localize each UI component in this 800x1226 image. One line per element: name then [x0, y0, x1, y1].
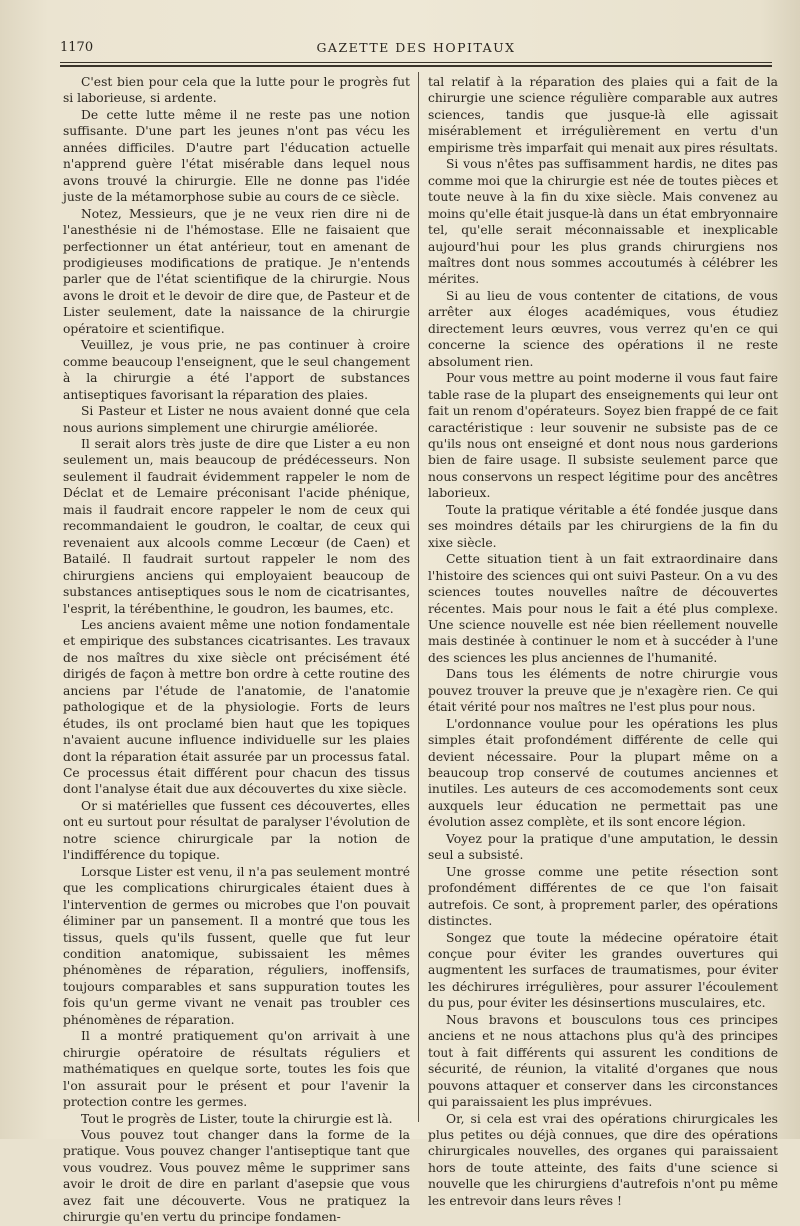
paragraph: Or, si cela est vrai des opérations chirurgicales les plus petites ou déjà connues, que dire des opérations chirurgicales nouvelles, des organes qui paraissaient hors de toute atteinte, des faits d'une science si nouvelle que les chirurgiens d'autrefois n'ont pu même les entrevoir dans leurs rêves !: [428, 1111, 778, 1208]
paragraph: Il a montré pratiquement qu'on arrivait à une chirurgie opératoire de résultats réguliers et mathématiques en quelque sorte, toutes les fois que l'on assurait pour le présent et pour l'avenir la protection contre les germes.: [63, 1029, 410, 1110]
column-divider: [418, 72, 419, 1122]
paragraph: Songez que toute la médecine opératoire était conçue pour éviter les grandes ouvertures qui augmentent les surfaces de traumatismes, pour éviter les déchirures irrégulières, pour assurer l'écoulement du pus, pour éviter les désinsertions musculaires, etc.: [428, 930, 778, 1011]
paragraph: Or si matérielles que fussent ces découvertes, elles ont eu surtout pour résultat de paralyser l'évolution de notre science chirurgicale par la notion de l'indifférence du topique.: [63, 798, 410, 863]
journal-title: GAZETTE DES HOPITAUX: [316, 40, 516, 55]
paragraph: Une grosse comme une petite résection sont profondément différentes de ce que l'on faisait autrefois. Ce sont, à proprement parler, des opérations distinctes.: [428, 864, 778, 929]
paragraph: Notez, Messieurs, que je ne veux rien dire ni de l'anesthésie ni de l'hémostase. Elle ne faisaient que perfectionner un état antérieur, tout en amenant de prodigieuses modifications de pratique. Je n'entends parler que de l'état scientifique de la chirurgie. Nous avons le droit et le devoir de dire que, de Pasteur et de Lister seulement, date la naissance de la chirurgie opératoire et scientifique.: [63, 206, 410, 336]
paragraph: Les anciens avaient même une notion fondamentale et empirique des substances cicatrisantes. Les travaux de nos maîtres du xixe siècle ont précisément été dirigés de façon à mettre bon ordre à cette routine des anciens par l'étude de l'anatomie, de l'anatomie pathologique et de la physiologie. Forts de leurs études, ils ont proclamé bien haut que les topiques n'avaient aucune influence individuelle sur les plaies dont la réparation était assurée par un processus fatal. Ce processus était différent pour chacun des tissus dont l'analyse était due aux découvertes du xixe siècle.: [63, 617, 410, 797]
paragraph: Si vous n'êtes pas suffisamment hardis, ne dites pas comme moi que la chirurgie est née de toutes pièces et toute neuve à la fin du xixe siècle. Mais convenez au moins qu'elle était jusque-là dans un état embryonnaire tel, qu'elle serait méconnaissable et inexplicable aujourd'hui pour les plus grands chirurgiens nos maîtres dont nous sommes accoutumés à célébrer les mérites.: [428, 157, 778, 287]
paragraph: Nous bravons et bousculons tous ces principes anciens et ne nous attachons plus qu'à des principes tout à fait différents qui assurent les conditions de sécurité, de réunion, la vitalité d'organes que nous pouvons attaquer et conserver dans les circonstances qui paraissaient les plus imprévues.: [428, 1012, 778, 1110]
right-column: [428, 74, 778, 1209]
paragraph: Tout le progrès de Lister, toute la chirurgie est là.: [81, 1111, 393, 1126]
left-column: [63, 74, 410, 1226]
header-rule-thin: [60, 62, 772, 63]
paragraph: Cette situation tient à un fait extraordinaire dans l'histoire des sciences qui ont suivi Pasteur. On a vu des sciences toutes nouvelles naître de découvertes récentes. Mais pour nous le fait a été plus complexe. Une science nouvelle est née bien réellement nouvelle mais destinée à continuer le nom et à succéder à l'une des sciences les plus anciennes de l'humanité.: [428, 552, 778, 665]
paragraph: De cette lutte même il ne reste pas une notion suffisante. D'une part les jeunes n'ont pas vécu les années difficiles. D'autre part l'éducation actuelle n'apprend guère l'état misérable dans lequel nous avons trouvé la chirurgie. Elle ne donne pas l'idée juste de la métamorphose subie au cours de ce siècle.: [63, 107, 410, 205]
paragraph: Vous pouvez tout changer dans la forme de la pratique. Vous pouvez changer l'antiseptique tant que vous voudrez. Vous pouvez même le supprimer sans avoir le droit de dire en parlant d'asepsie que vous avez fait une découverte. Vous ne pratiquez la chirurgie qu'en vertu du principe fondamen-: [63, 1128, 410, 1225]
paragraph: Veuillez, je vous prie, ne pas continuer à croire comme beaucoup l'enseignent, que le seul changement à la chirurgie a été l'apport de substances antiseptiques favorisant la réparation des plaies.: [63, 338, 410, 402]
paragraph: Si au lieu de vous contenter de citations, de vous arrêter aux éloges académiques, vous étudiez directement leurs œuvres, vous verrez qu'en ce qui concerne la science des opérations il ne reste absolument rien.: [428, 288, 778, 369]
paragraph: L'ordonnance voulue pour les opérations les plus simples était profondément différente de celle qui devient nécessaire. Pour la plupart même on a beaucoup trop conservé de coutumes anciennes et inutiles. Les auteurs de ces accomodements sont ceux auxquels leur éducation ne permettait pas une évolution assez complète, et ils sont encore légion.: [428, 716, 778, 830]
page-number: 1170: [60, 40, 94, 55]
paragraph: Toute la pratique véritable a été fondée jusque dans ses moindres détails par les chirurgiens de la fin du xixe siècle.: [428, 502, 778, 550]
page-header: [60, 40, 772, 64]
paragraph: Si Pasteur et Lister ne nous avaient donné que cela nous aurions simplement une chirurgie améliorée.: [63, 404, 410, 435]
paragraph: Pour vous mettre au point moderne il vous faut faire table rase de la plupart des enseignements qui leur ont fait un renom d'opérateurs. Soyez bien frappé de ce fait caractéristique : leur souvenir ne subsiste pas de ce qu'ils nous ont enseigné et dont nous nous garderions bien de faire usage. Il subsiste seulement parce que nous conservons un respect légitime pour des ancêtres laborieux.: [428, 371, 778, 501]
paragraph: Lorsque Lister est venu, il n'a pas seulement montré que les complications chirurgicales étaient dues à l'intervention de germes ou microbes que l'on pouvait éliminer par un pansement. Il a montré que tous les tissus, quels qu'ils fussent, quelle que fut leur condition anatomique, subissaient les mêmes phénomènes de réparation, réguliers, inoffensifs, toujours comparables et sans suppuration toutes les fois qu'un germe vivant ne venait pas troubler ces phénomènes de réparation.: [63, 864, 410, 1027]
paragraph: Dans tous les éléments de notre chirurgie vous pouvez trouver la preuve que je n'exagère rien. Ce qui était vérité pour nos maîtres ne l'est plus pour nous.: [428, 667, 778, 715]
paragraph: Voyez pour la pratique d'une amputation, le dessin seul a subsisté.: [428, 831, 778, 863]
paragraph: Il serait alors très juste de dire que Lister a eu non seulement un, mais beaucoup de prédécesseurs. Non seulement il faudrait évidemment rappeler le nom de Déclat et de Lemaire préconisant l'acide phénique, mais il faudrait encore rappeler le nom de ceux qui recommandaient le goudron, le coaltar, de ceux qui revenaient aux alcools comme Lecœur (de Caen) et Batailé. Il faudrait surtout rappeler le nom des chirurgiens anciens qui employaient beaucoup de substances antiseptiques sous le nom de cicatrisantes, l'esprit, la térébenthine, le goudron, les baumes, etc.: [63, 436, 410, 616]
paragraph: C'est bien pour cela que la lutte pour le progrès fut si laborieuse, si ardente.: [63, 75, 410, 106]
header-rule-thick: [60, 65, 772, 67]
paragraph: tal relatif à la réparation des plaies qui a fait de la chirurgie une science régulière comparable aux autres sciences, tandis que jusque-là elle agissait misérablement et irrégulièrement en vertu d'un empirisme très imparfait qui menait aux pires résultats.: [428, 75, 778, 155]
